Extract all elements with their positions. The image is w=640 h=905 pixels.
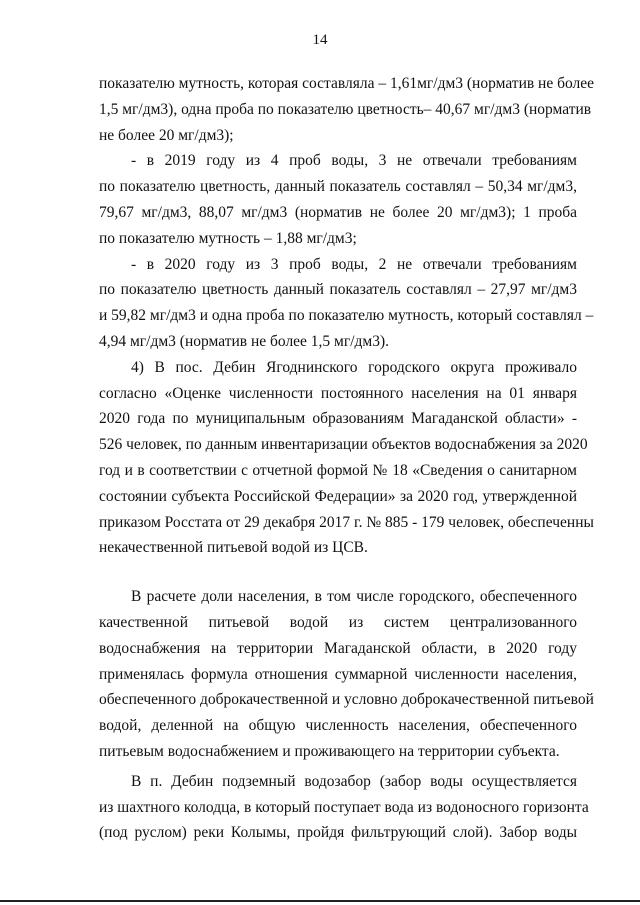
page-bottom-edge bbox=[0, 900, 640, 902]
paragraph-spacer bbox=[99, 561, 577, 584]
text-line: по показателю цветность данный показатель составлял – 27,97 мг/дм3 bbox=[99, 281, 577, 299]
text-line: не более 20 мг/дм3); bbox=[99, 126, 234, 144]
text-line: качественной питьевой водой из систем централизованного bbox=[99, 613, 577, 631]
text-line: по показателю цветность, данный показатель составлял – 50,34 мг/дм3, bbox=[99, 178, 577, 196]
text-line: водой, деленной на общую численность населения, обеспеченного bbox=[99, 717, 577, 735]
text-line: В расчете доли населения, в том числе городского, обеспеченного bbox=[131, 588, 577, 606]
text-line: согласно «Оценке численности постоянного населения на 01 января bbox=[99, 384, 577, 402]
text-line: из шахтного колодца, в который поступает вода из водоносного горизонта bbox=[99, 798, 589, 816]
paragraph-turbidity-continued bbox=[99, 71, 595, 148]
text-line: 4) В пос. Дебин Ягоднинского городского округа проживало bbox=[131, 358, 577, 376]
text-line: В п. Дебин подземный водозабор (забор воды осуществляется bbox=[131, 772, 577, 790]
page-number: 14 bbox=[312, 32, 328, 48]
text-line: 2020 года по муниципальным образованиям Магаданской области» - bbox=[99, 410, 577, 428]
text-line: водоснабжения на территории Магаданской области, в 2020 году bbox=[99, 639, 577, 657]
text-line: - в 2019 году из 4 проб воды, 3 не отвечали требованиям bbox=[131, 152, 577, 170]
paragraph-2020-samples bbox=[99, 252, 594, 355]
text-line: некачественной питьевой водой из ЦСВ. bbox=[99, 539, 368, 557]
text-line: - в 2020 году из 3 проб воды, 2 не отвечали требованиям bbox=[131, 255, 577, 273]
text-line: 1,5 мг/дм3), одна проба по показателю цветность– 40,67 мг/дм3 (норматив bbox=[99, 100, 592, 118]
text-line: состоянии субъекта Российской Федерации» за 2020 год, утвержденной bbox=[99, 487, 577, 505]
text-line: (под руслом) реки Колымы, пройдя фильтрующий слой). Забор воды bbox=[99, 824, 577, 842]
paragraph-2019-samples bbox=[99, 148, 577, 251]
text-line: 79,67 мг/дм3, 88,07 мг/дм3 (норматив не более 20 мг/дм3); 1 проба bbox=[99, 203, 577, 221]
paragraph-debin-population bbox=[99, 355, 594, 561]
text-line: год и в соответствии с отчетной формой № 18 «Сведения о санитарном bbox=[99, 461, 577, 479]
text-line: по показателю мутность – 1,88 мг/дм3; bbox=[99, 229, 357, 247]
text-line: применялась формула отношения суммарной численности населения, bbox=[99, 665, 577, 683]
text-line: 526 человек, по данным инвентаризации объектов водоснабжения за 2020 bbox=[99, 436, 588, 454]
paragraph-calculation-method bbox=[99, 584, 594, 765]
text-line: обеспеченного доброкачественной и условно доброкачественной питьевой bbox=[99, 691, 594, 709]
text-line: и 59,82 мг/дм3 и одна проба по показателю мутность, который составлял – bbox=[99, 307, 594, 325]
text-line: приказом Росстата от 29 декабря 2017 г. № 885 - 179 человек, обеспеченны bbox=[99, 513, 594, 531]
paragraph-debin-water-intake bbox=[99, 769, 589, 846]
text-line: 4,94 мг/дм3 (норматив не более 1,5 мг/дм3). bbox=[99, 332, 390, 350]
text-line: показателю мутность, которая составляла – 1,61мг/дм3 (норматив не более bbox=[99, 75, 595, 92]
document-body bbox=[99, 71, 595, 846]
text-line: питьевым водоснабжением и проживающего на территории субъекта. bbox=[99, 742, 560, 760]
